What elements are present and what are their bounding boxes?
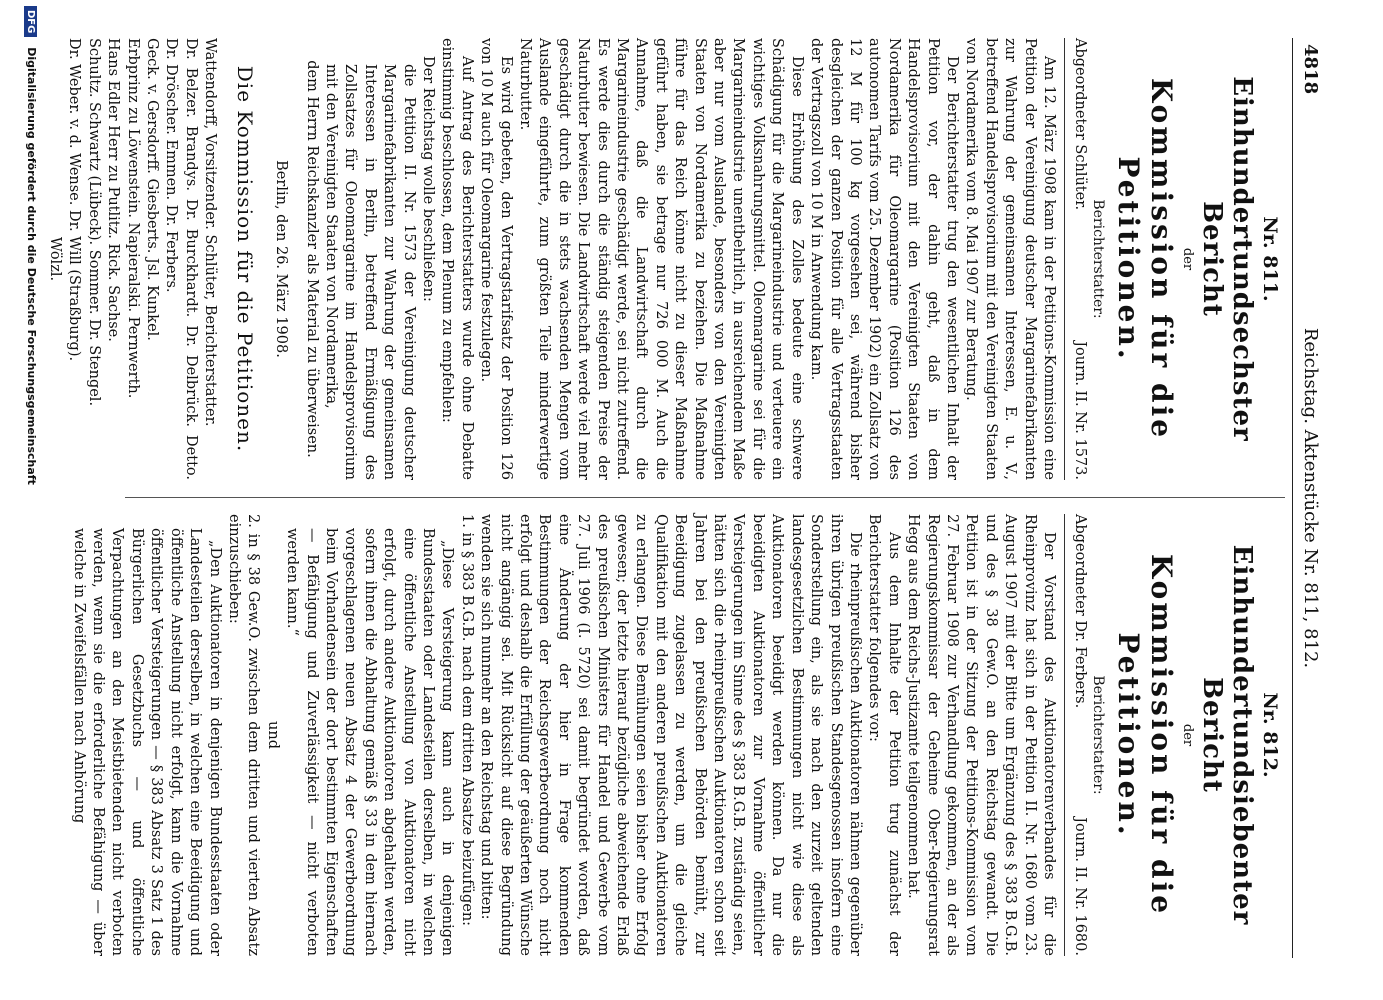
- member-names: [45, 38, 220, 480]
- paragraph: Es wird gebeten, den Vertragstarifsatz der Position 126 von 10 M auch für Oleomargarine festzulegen.: [478, 38, 514, 480]
- commission-heading: Kommission für die Petitionen.: [1112, 553, 1178, 917]
- commission-heading: Kommission für die Petitionen.: [1112, 77, 1178, 441]
- page-number: 4818: [1300, 44, 1321, 95]
- dfg-logo-badge: DFG: [24, 6, 37, 37]
- journal-number: Journ. II. Nr. 1573.: [1072, 341, 1088, 480]
- commission-signature: Die Kommission für die Petitionen.: [233, 65, 258, 453]
- header-title: Reichstag. Aktenstücke Nr. 811, 812.: [1300, 327, 1321, 669]
- column-nr-812: [70, 514, 1281, 956]
- rapporteur-name: Abgeordneter Dr. Ferbers.: [1072, 514, 1088, 709]
- running-header: [1292, 38, 1325, 958]
- report-number: Nr. 811.: [1259, 216, 1281, 302]
- names-line: Hans Edler Herr zu Putlitz. Rick. Sachse.: [105, 38, 122, 342]
- paragraph: Auf Antrag des Berichterstatters wurde ohne Debatte einstimmig beschlossen, dem Plenum zu empfehlen:: [439, 38, 475, 480]
- rapporteur-line: [1064, 38, 1088, 480]
- document-sheet: [46, 38, 1325, 958]
- report-number: Nr. 812.: [1259, 692, 1281, 778]
- quoted-text: „Diese Versteigerung kann auch in denjenigen Bundesstaaten oder Landesteilen derselben, in welchen eine öffentliche Anstellung von Auktionatoren nicht erfolgt, durch andere Auktionatoren abgehalten werden, sofern ihnen die Abhaltung gemäß § 33 in dem hiernach vorgeschlagenen neuen Absatz 4 der Gewerbeordnung beim Vorhandensein der dort bestimmten Eigenschaften — Befähigung und Zuverlässigkeit — nicht verboten werden kann.“: [284, 528, 456, 956]
- resolution-conclusion: dem Herrn Reichskanzler als Material zu überweisen.: [303, 60, 320, 458]
- names-line: Wattendorff, Vorsitzender. Schlüter, Berichterstatter.: [202, 38, 219, 427]
- journal-number: Journ. II. Nr. 1680.: [1072, 817, 1088, 956]
- rapporteur-name: Abgeordneter Schlüter.: [1072, 38, 1088, 211]
- digitization-footer: [8, 0, 38, 1000]
- names-line: Geck. v. Gersdorff. Giesberts. Jsl. Kunkel.: [143, 38, 160, 341]
- date-line: Berlin, den 26. März 1908.: [273, 160, 290, 358]
- report-title: Einhundertundsiebenter Bericht: [1197, 544, 1257, 926]
- names-line: Wölzl.: [46, 236, 63, 282]
- resolution-text: die Petition II. Nr. 1573 der Vereinigung deutscher Margarinefabrikanten zur Wahrung der gemeinsamen Interessen in Berlin, betreffend Ermäßigung des Zollsatzes für Oleomargarine im Handelsprovisorium mit den Vereinigten Staaten von Nordamerika,: [322, 64, 417, 480]
- column-nr-811: [46, 38, 1281, 481]
- paragraph: Die rheinpreußischen Auktionatoren nähmen gegenüber ihren übrigen preußischen Standesgenossen insofern eine Sonderstellung ein, als sie nach den zurzeit geltenden landesgesetzlichen Bestimmungen nicht wie diese als Auktionatoren beeidigt werden können. Da nur die beeidigten Auktionatoren zur Vornahme öffentlicher Versteigerungen im Sinne des § 383 B.G.B. zuständig seien, hätten sich die rheinpreußischen Auktionatoren schon seit Jahren bei den preußischen Behörden bemüht, zur Beeidigung zugelassen zu werden, um die gleiche Qualifikation mit den anderen preußischen Auktionatoren zu erlangen. Diese Bemühungen seien bisher ohne Erfolg gewesen; der letzte hierauf bezügliche abweichende Erlaß des preußischen Ministers für Handel und Gewerbe vom 27. Juli 1906 (I. 5720) sei damit begründet worden, daß eine Änderung der hier in Frage kommenden Bestimmungen der Reichsgewerbeordnung noch nicht erfolgt und deshalb die Erfüllung der geäußerten Wünsche nicht angängig sei. Mit Rücksicht auf diese Begründung wenden sie sich nunmehr an den Reichstag und bitten:: [478, 514, 863, 956]
- petition-item: 1. in § 383 B.G.B. nach dem dritten Absatze beizufügen:: [458, 514, 475, 927]
- report-der: der: [1180, 723, 1195, 747]
- paragraph: Der Vorstand des Auktionatorenverbandes für die Rheinprovinz hat sich in der Petition II. Nr. 1680 vom 23. August 1907 mit der Bitte um Ergänzung des § 383 B.G.B. und des § 38 Gew.O. an den Reichstag gewandt. Die Petition ist in der Sitzung der Petitions-Kommission vom 27. Februar 1908 zur Verhandlung gekommen, an der als Regierungskommissar der Geheime Ober-Regierungsrat Hegg aus dem Reichs-Justizamte teilgenommen hat.: [905, 514, 1057, 956]
- quoted-text: „Den Auktionatoren in denjenigen Bundesstaaten oder Landesteilen derselben, in welchen eine Beeidigung und öffentliche Anstellung nicht erfolgt, kann die Vornahme öffentlicher Versteigerungen — § 383 Absatz 3 Satz 1 des Bürgerlichen Gesetzbuchs — und öffentliche Verpachtungen an den Meistbietenden nicht verboten werden, wenn sie die erforderliche Befähigung — über welche in Zweifelsfällen nach Anhörung: [70, 528, 223, 956]
- names-line: Dr. Belzer. Brandys. Dr. Burckhardt. Dr. Delbrück. Detto. Dr. Dröscher. Emmen. Dr. Ferbers.: [163, 38, 199, 480]
- paragraph: Der Berichterstatter trug den wesentlichen Inhalt der Petition vor, der dahin geht, daß in dem Handelsprovisorium mit den Vereinigten Staaten von Nordamerika für Oleomargarine (Position 126 des autonomen Tarifs vom 25. Dezember 1902) ein Zollsatz von 12 M für 100 kg vorgesehen sei, während bisher desgleichen der ganzen Position für alle Vertragsstaaten der Vertragszoll von 10 M in Anwendung kam.: [808, 38, 960, 480]
- report-title: Einhundertundsechster Bericht: [1197, 76, 1257, 442]
- paragraph: Der Reichstag wolle beschließen:: [420, 56, 436, 302]
- names-line: Schultz. Schwartz (Lübeck). Sommer. Dr. Stengel.: [85, 38, 102, 407]
- names-line: Erbprinz zu Löwenstein. Napieralski. Pernwerth.: [124, 38, 141, 399]
- connector: und: [264, 721, 281, 749]
- paragraph: Diese Erhöhung des Zolles bedeute eine schwere Schädigung für die Margarineindustrie und verteuere ein wichtiges Volksnahrungsmittel. Oleomargarine sei für die Margarineindustrie unentbehrlich, in ausreichendem Maße aber nur vom Auslande, besonders von den Vereinigten Staaten von Nordamerika zu beziehen. Die Maßnahme führe für das Reich könne nicht zu dieser Maßnahme geführt haben, sie betrage nur 726 000 M. Auch die Annahme, daß die Landwirtschaft durch die Margarineindustrie geschädigt werde, sei nicht zutreffend. Es werde dies durch die ständig steigenden Preise der Naturbutter bewiesen. Die Landwirtschaft werde viel mehr geschädigt durch die in stets wachsenden Mengen vom Auslande eingeführte, zum größten Teile minderwertige Naturbutter.: [517, 38, 805, 480]
- footer-text: Digitalisierung gefördert durch die Deutsche Forschungsgemeinschaft: [25, 47, 38, 485]
- paragraph: Am 12. März 1908 kam in der Petitions-Kommission eine Petition der Vereinigung deutscher Margarinefabrikanten zur Wahrung der gemeinsamen Interessen, E. u. V., betreffend Handelsprovisorium mit den Vereinigten Staaten von Nordamerika vom 8. Mai 1907 zur Beratung.: [963, 38, 1057, 481]
- petition-item: 2. in § 38 Gew.O. zwischen dem dritten und vierten Absatz einzuschieben:: [225, 514, 262, 956]
- berichterstatter-label: Berichterstatter:: [1090, 199, 1106, 319]
- column-divider: [125, 497, 1285, 498]
- names-line: Dr. Weber. v. d. Wense. Dr. Will (Straßburg).: [66, 38, 83, 362]
- report-der: der: [1180, 247, 1195, 271]
- paragraph: Aus dem Inhalte der Petition trug zunächst der Berichterstatter folgendes vor:: [866, 514, 902, 956]
- rapporteur-line: [1064, 514, 1088, 956]
- berichterstatter-label: Berichterstatter:: [1090, 675, 1106, 795]
